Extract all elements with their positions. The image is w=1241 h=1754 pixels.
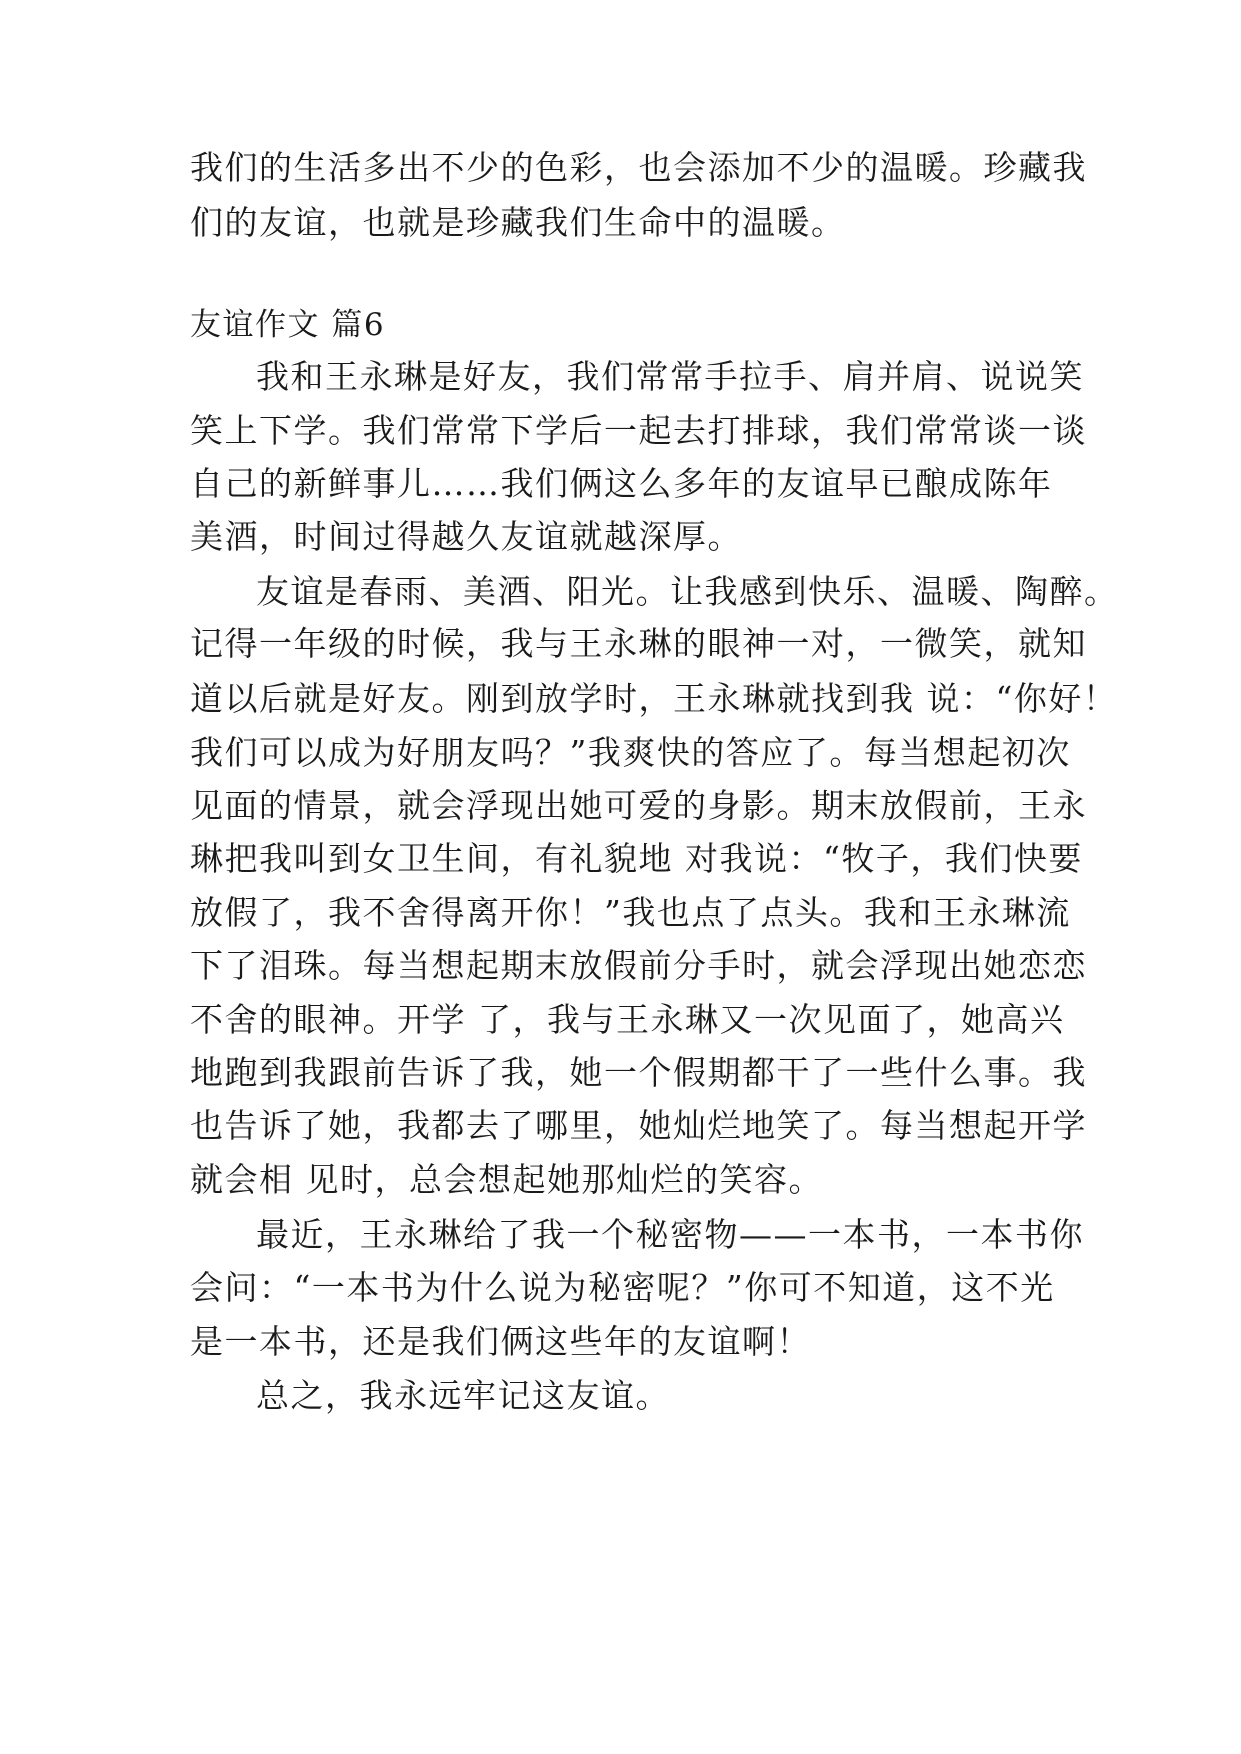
paragraph-3-line-1: 最近，王永琳给了我一个秘密物——一本书，一本书你 [256,1215,1084,1254]
paragraph-2-line-12: 就会相 见时，总会想起她那灿烂的笑容。 [190,1160,823,1199]
paragraph-2-line-4: 我们可以成为好朋友吗？”我爽快的答应了。每当想起初次 [190,733,1071,772]
paragraph-2-line-11: 也告诉了她，我都去了哪里，她灿烂地笑了。每当想起开学 [190,1106,1087,1145]
intro-line-1: 我们的生活多出不少的色彩，也会添加不少的温暖。珍藏我 [190,148,1087,187]
paragraph-2-line-2: 记得一年级的时候，我与王永琳的眼神一对，一微笑，就知 [190,624,1087,663]
paragraph-2-line-5: 见面的情景，就会浮现出她可爱的身影。期末放假前，王永 [190,786,1087,825]
paragraph-1-line-2: 笑上下学。我们常常下学后一起去打排球，我们常常谈一谈 [190,411,1087,450]
paragraph-2-line-10: 地跑到我跟前告诉了我，她一个假期都干了一些什么事。我 [190,1053,1087,1092]
paragraph-1-line-1: 我和王永琳是好友，我们常常手拉手、肩并肩、说说笑 [256,357,1084,396]
paragraph-2-line-7: 放假了，我不舍得离开你！”我也点了点头。我和王永琳流 [190,893,1071,932]
paragraph-1-line-4: 美酒，时间过得越久友谊就越深厚。 [190,517,742,556]
section-heading: 友谊作文 篇6 [190,307,386,343]
paragraph-2-line-8: 下了泪珠。每当想起期末放假前分手时，就会浮现出她恋恋 [190,946,1087,985]
paragraph-2-line-1: 友谊是春雨、美酒、阳光。让我感到快乐、温暖、陶醉。 [256,572,1119,611]
paragraph-3-line-2: 会问：“一本书为什么说为秘密呢？”你可不知道，这不光 [190,1268,1055,1307]
paragraph-2-line-9: 不舍的眼神。开学 了，我与王永琳又一次见面了，她高兴 [190,1000,1065,1039]
paragraph-2-line-6: 琳把我叫到女卫生间，有礼貌地 对我说：“牧子，我们快要 [190,839,1083,878]
paragraph-1-line-3: 自己的新鲜事儿……我们俩这么多年的友谊早已酿成陈年 [190,464,1053,503]
paragraph-3-line-3: 是一本书，还是我们俩这些年的友谊啊！ [190,1322,811,1361]
paragraph-2-line-3: 道以后就是好友。刚到放学时，王永琳就找到我 说：“你好！ [190,679,1118,718]
intro-line-2: 们的友谊，也就是珍藏我们生命中的温暖。 [190,203,846,242]
paragraph-4-line-1: 总之，我永远牢记这友谊。 [256,1376,670,1415]
